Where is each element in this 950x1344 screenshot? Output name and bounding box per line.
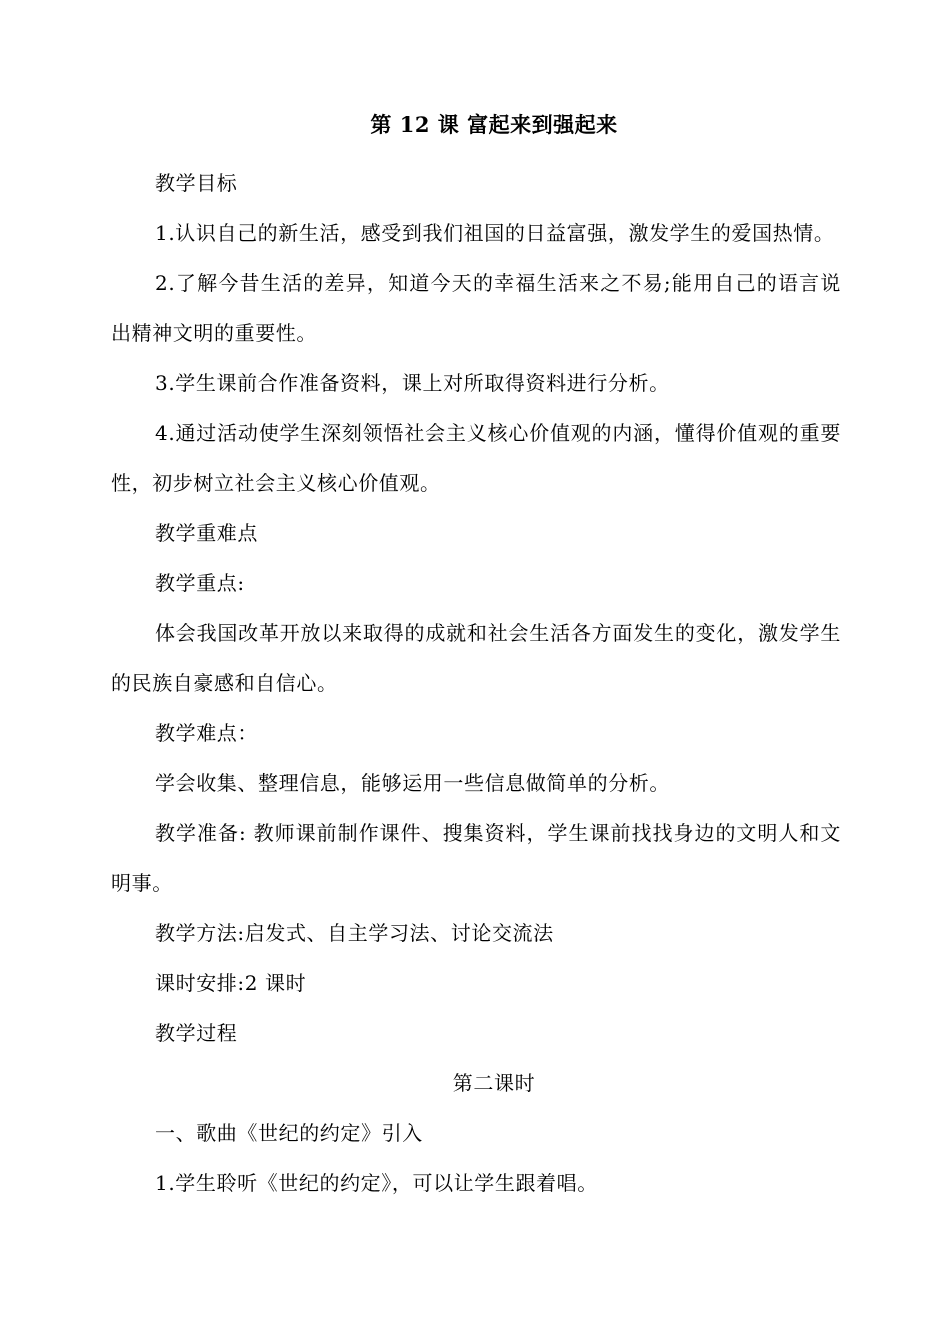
document-body	[111, 108, 841, 1208]
teaching-methods: 教学方法:启发式、自主学习法、讨论交流法	[155, 921, 554, 945]
period-heading: 第二课时	[452, 1071, 536, 1095]
class-schedule: 课时安排:2 课时	[155, 971, 307, 995]
objective-4: 4.通过活动使学生深刻领悟社会主义核心价值观的内涵，懂得价值观的重要性，初步树立社会主义核心价值观。	[111, 421, 841, 495]
section-heading-process: 教学过程	[155, 1021, 238, 1045]
difficult-points-text: 学会收集、整理信息，能够运用一些信息做简单的分析。	[155, 771, 670, 795]
objective-1: 1.认识自己的新生活，感受到我们祖国的日益富强，激发学生的爱国热情。	[155, 221, 835, 245]
subheading-difficult-points: 教学难点：	[155, 721, 258, 745]
step-1-item-1: 1.学生聆听《世纪的约定》，可以让学生跟着唱。	[155, 1171, 598, 1195]
subheading-key-points: 教学重点:	[155, 571, 245, 595]
key-points-text: 体会我国改革开放以来取得的成就和社会生活各方面发生的变化，激发学生的民族自豪感和自信心。	[111, 621, 841, 695]
objective-3: 3.学生课前合作准备资料，课上对所取得资料进行分析。	[155, 371, 670, 395]
lesson-title: 第 12 课 富起来到强起来	[370, 112, 618, 137]
objective-2: 2.了解今昔生活的差异，知道今天的幸福生活来之不易;能用自己的语言说出精神文明的重要性。	[111, 271, 841, 345]
section-heading-objectives: 教学目标	[155, 171, 238, 195]
section-heading-key-difficult: 教学重难点	[155, 521, 258, 545]
step-1-heading: 一、歌曲《世纪的约定》引入	[155, 1121, 423, 1145]
teaching-preparation: 教学准备: 教师课前制作课件、搜集资料，学生课前找找身边的文明人和文明事。	[111, 821, 841, 895]
